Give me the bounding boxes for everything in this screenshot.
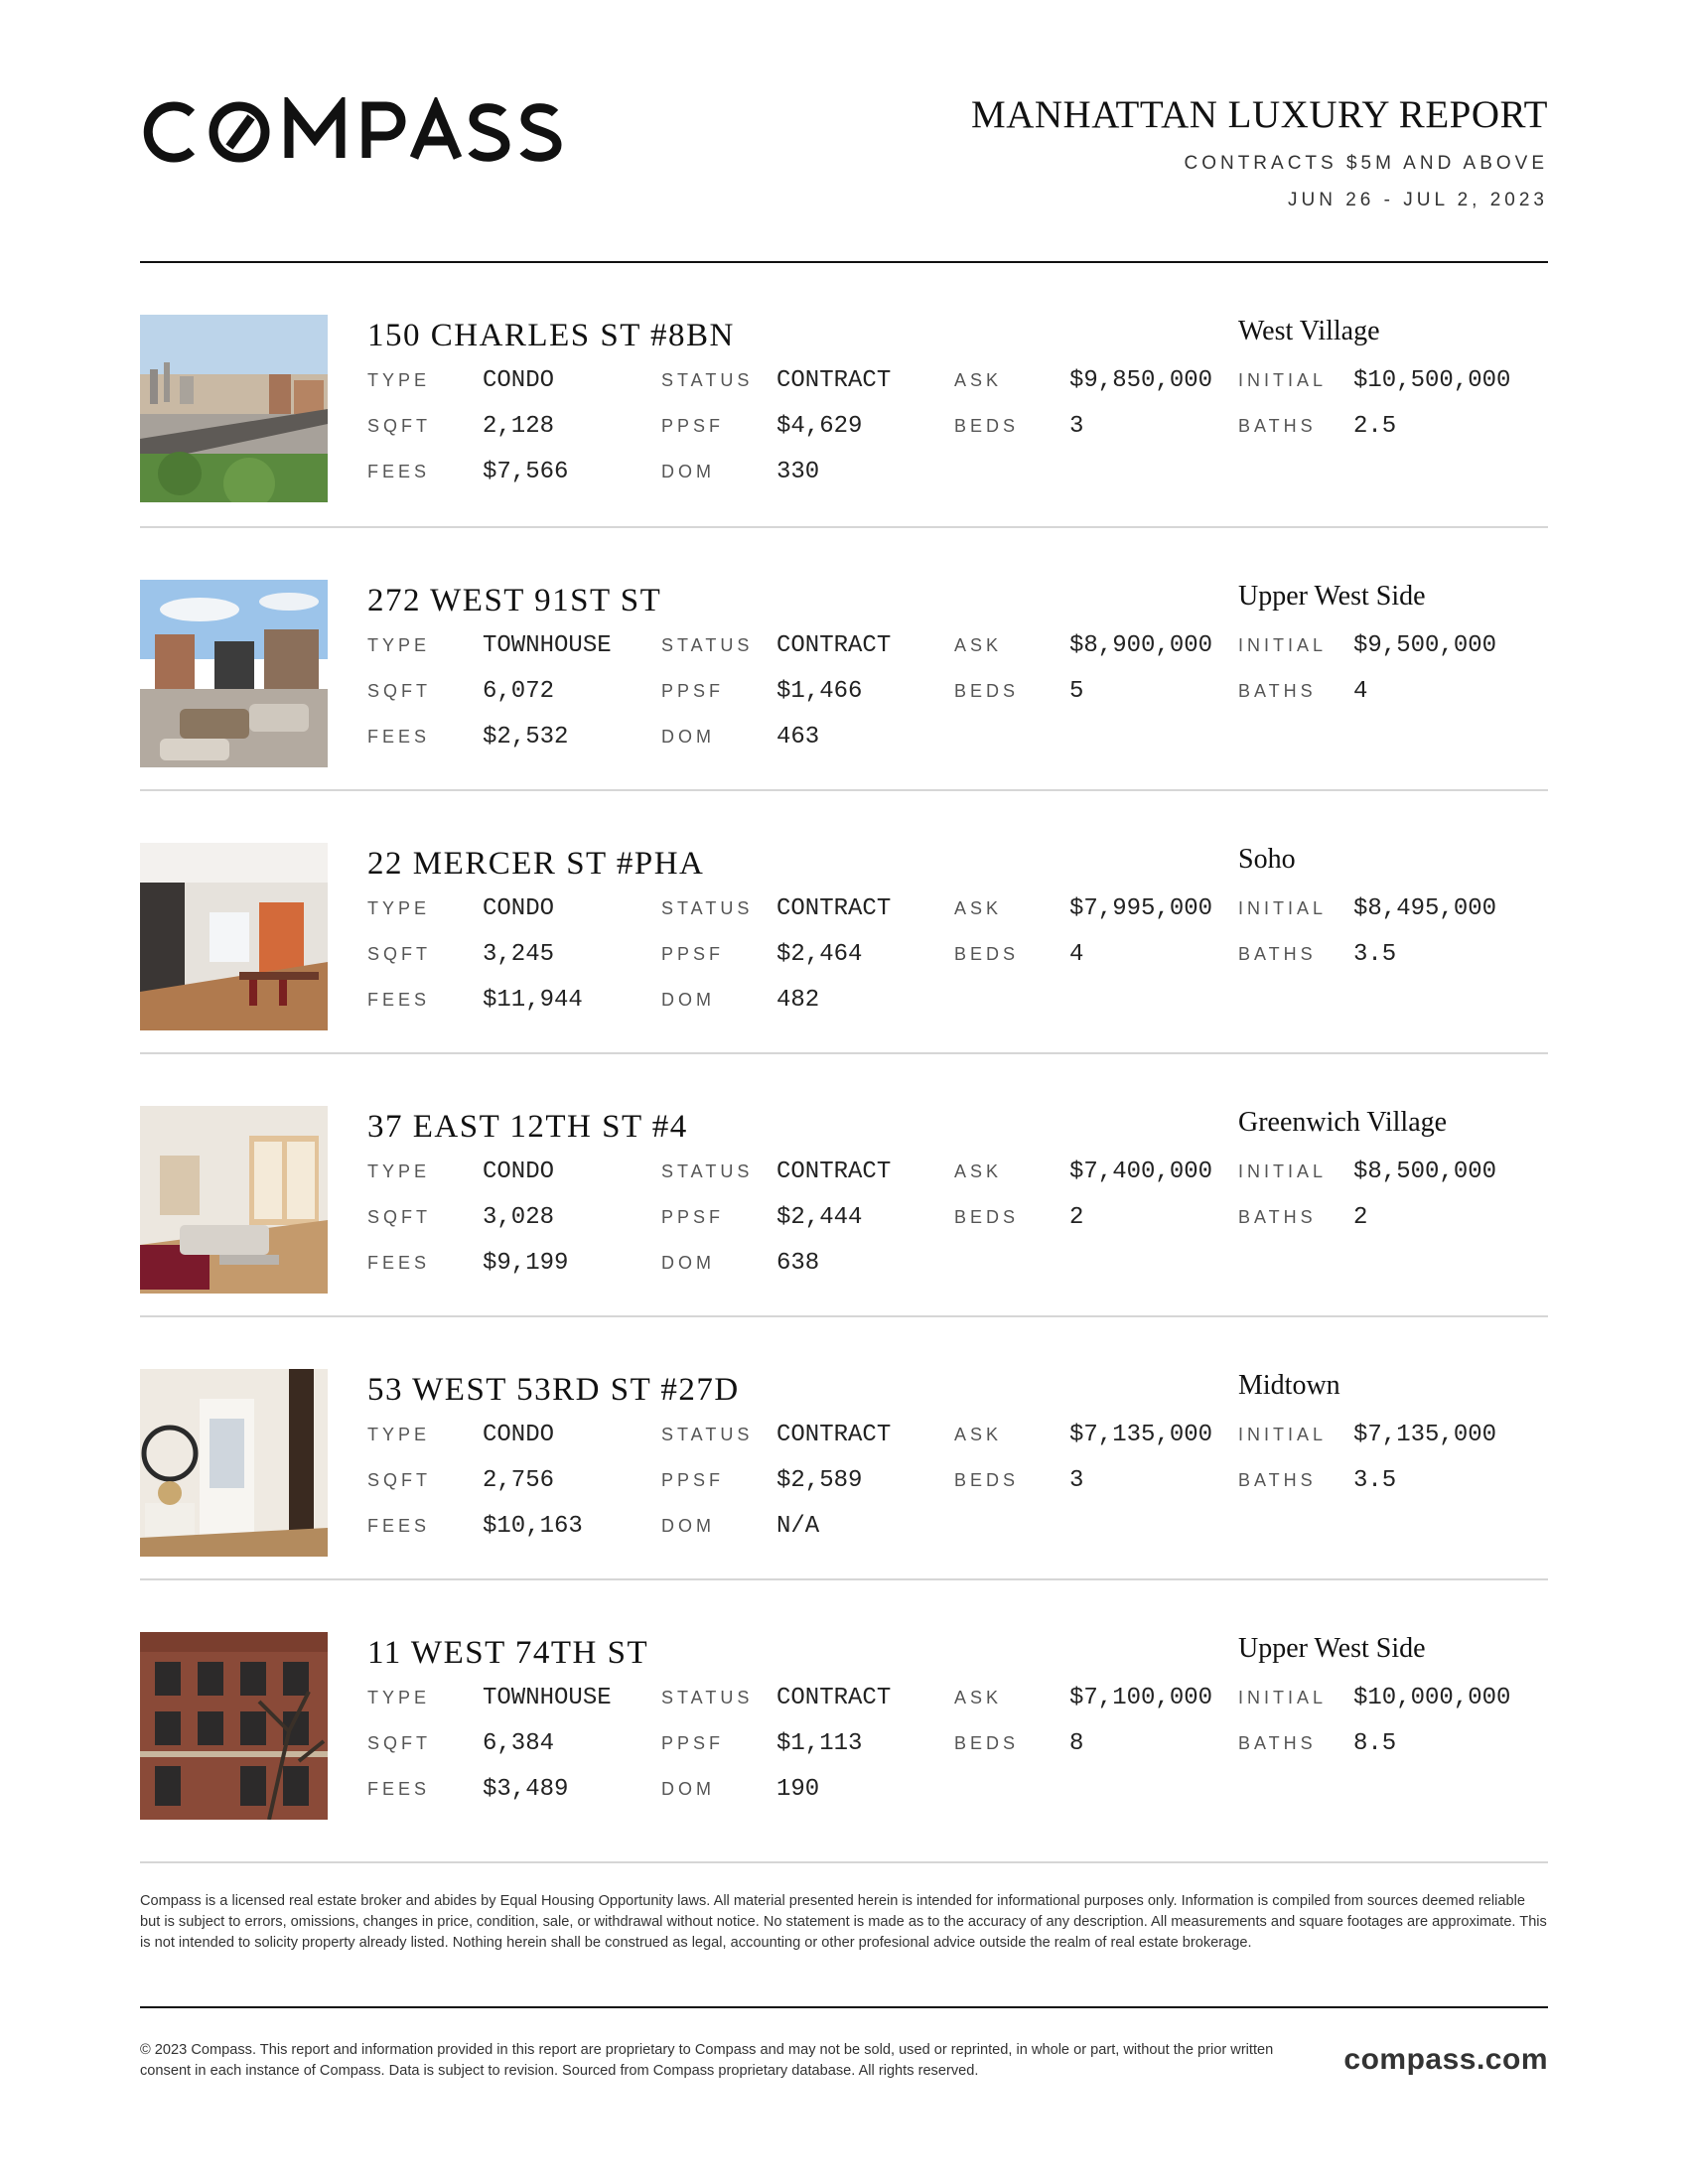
label-initial: INITIAL xyxy=(1238,898,1328,918)
value-ask: $7,100,000 xyxy=(1069,1685,1213,1711)
label-status: STATUS xyxy=(661,370,754,390)
value-fees: $7,566 xyxy=(483,459,569,485)
value-beds: 5 xyxy=(1069,678,1084,705)
label-baths: BATHS xyxy=(1238,1207,1317,1227)
label-ppsf: PPSF xyxy=(661,681,725,701)
label-sqft: SQFT xyxy=(367,1733,431,1753)
listing-photo[interactable] xyxy=(140,580,328,767)
listing-address[interactable]: 272 WEST 91ST ST xyxy=(367,583,662,618)
label-type: TYPE xyxy=(367,1161,431,1181)
label-type: TYPE xyxy=(367,1688,431,1707)
label-ask: ASK xyxy=(954,898,1003,918)
listing-row[interactable] xyxy=(140,1578,1548,1842)
value-sqft: 6,384 xyxy=(483,1730,555,1757)
copyright-text: © 2023 Compass. This report and information provided in this report are proprietary to Compass and may not be sold, used or reprinted, in whole or part, without the prior written consent in each instance of Compass. Data is subject to revision. Sourced from Compass proprietary database. All rights reserved. xyxy=(140,2042,1274,2079)
footer-divider xyxy=(140,2006,1548,2008)
value-ppsf: $1,113 xyxy=(776,1730,863,1757)
label-ask: ASK xyxy=(954,370,1003,390)
label-baths: BATHS xyxy=(1238,944,1317,964)
listing-neighborhood: Greenwich Village xyxy=(1238,1107,1448,1138)
listing-address[interactable]: 37 EAST 12TH ST #4 xyxy=(367,1109,688,1145)
label-ask: ASK xyxy=(954,1688,1003,1707)
label-initial: INITIAL xyxy=(1238,635,1328,655)
value-sqft: 2,128 xyxy=(483,413,555,440)
report-page xyxy=(140,0,1548,2184)
label-sqft: SQFT xyxy=(367,1470,431,1490)
listing-row[interactable] xyxy=(140,526,1548,789)
value-ppsf: $4,629 xyxy=(776,413,863,440)
listing-neighborhood: Midtown xyxy=(1238,1370,1340,1401)
value-type: TOWNHOUSE xyxy=(483,632,612,659)
label-dom: DOM xyxy=(661,1253,715,1273)
value-type: CONDO xyxy=(483,367,555,394)
label-beds: BEDS xyxy=(954,416,1020,436)
label-sqft: SQFT xyxy=(367,1207,431,1227)
listing-row[interactable] xyxy=(140,263,1548,526)
label-ask: ASK xyxy=(954,1425,1003,1444)
disclaimer-divider xyxy=(140,1861,1548,1863)
label-sqft: SQFT xyxy=(367,944,431,964)
value-status: CONTRACT xyxy=(776,1685,892,1711)
label-fees: FEES xyxy=(367,462,431,481)
value-baths: 3.5 xyxy=(1353,941,1397,968)
label-status: STATUS xyxy=(661,1161,754,1181)
listing-address[interactable]: 11 WEST 74TH ST xyxy=(367,1635,649,1671)
value-beds: 8 xyxy=(1069,1730,1084,1757)
label-beds: BEDS xyxy=(954,1207,1020,1227)
label-beds: BEDS xyxy=(954,944,1020,964)
value-initial: $8,495,000 xyxy=(1353,895,1497,922)
value-beds: 3 xyxy=(1069,1467,1084,1494)
listing-photo[interactable] xyxy=(140,1369,328,1557)
value-sqft: 3,245 xyxy=(483,941,555,968)
loft-interior-photo xyxy=(140,843,328,1030)
value-status: CONTRACT xyxy=(776,1159,892,1185)
website-link[interactable]: compass.com xyxy=(1343,2043,1548,2076)
listing-row[interactable] xyxy=(140,789,1548,1052)
label-initial: INITIAL xyxy=(1238,1161,1328,1181)
label-initial: INITIAL xyxy=(1238,370,1328,390)
value-status: CONTRACT xyxy=(776,367,892,394)
listing-row[interactable] xyxy=(140,1052,1548,1315)
label-ppsf: PPSF xyxy=(661,1470,725,1490)
label-status: STATUS xyxy=(661,1688,754,1707)
listings-list xyxy=(140,263,1548,1842)
compass-logo xyxy=(140,97,567,167)
value-fees: $11,944 xyxy=(483,987,583,1014)
value-sqft: 3,028 xyxy=(483,1204,555,1231)
living-room-photo xyxy=(140,1106,328,1294)
value-ppsf: $2,464 xyxy=(776,941,863,968)
value-dom: 330 xyxy=(776,459,820,485)
label-initial: INITIAL xyxy=(1238,1688,1328,1707)
brick-townhouse-facade-photo xyxy=(140,1632,328,1820)
label-type: TYPE xyxy=(367,370,431,390)
value-ask: $7,400,000 xyxy=(1069,1159,1213,1185)
listing-address[interactable]: 150 CHARLES ST #8BN xyxy=(367,318,735,353)
label-fees: FEES xyxy=(367,1516,431,1536)
label-ask: ASK xyxy=(954,635,1003,655)
value-dom: 482 xyxy=(776,987,820,1014)
value-status: CONTRACT xyxy=(776,1422,892,1448)
value-ask: $7,135,000 xyxy=(1069,1422,1213,1448)
roof-deck-photo xyxy=(140,580,328,767)
label-sqft: SQFT xyxy=(367,416,431,436)
report-header xyxy=(971,95,1548,209)
value-baths: 2.5 xyxy=(1353,413,1397,440)
value-ppsf: $1,466 xyxy=(776,678,863,705)
value-status: CONTRACT xyxy=(776,632,892,659)
label-type: TYPE xyxy=(367,1425,431,1444)
value-initial: $7,135,000 xyxy=(1353,1422,1497,1448)
label-dom: DOM xyxy=(661,1779,715,1799)
label-initial: INITIAL xyxy=(1238,1425,1328,1444)
value-beds: 2 xyxy=(1069,1204,1084,1231)
listing-photo[interactable] xyxy=(140,1632,328,1820)
value-baths: 2 xyxy=(1353,1204,1368,1231)
label-dom: DOM xyxy=(661,990,715,1010)
label-baths: BATHS xyxy=(1238,681,1317,701)
value-fees: $3,489 xyxy=(483,1776,569,1803)
value-type: CONDO xyxy=(483,895,555,922)
label-type: TYPE xyxy=(367,635,431,655)
foyer-photo xyxy=(140,1369,328,1557)
value-status: CONTRACT xyxy=(776,895,892,922)
listing-address[interactable]: 22 MERCER ST #PHA xyxy=(367,846,705,882)
listing-neighborhood: Upper West Side xyxy=(1238,581,1426,612)
value-fees: $10,163 xyxy=(483,1513,583,1540)
label-ask: ASK xyxy=(954,1161,1003,1181)
report-title: MANHATTAN LUXURY REPORT xyxy=(971,93,1548,136)
value-baths: 8.5 xyxy=(1353,1730,1397,1757)
label-ppsf: PPSF xyxy=(661,1207,725,1227)
rooftop-terrace-photo xyxy=(140,315,328,502)
value-ask: $7,995,000 xyxy=(1069,895,1213,922)
label-baths: BATHS xyxy=(1238,1733,1317,1753)
value-sqft: 6,072 xyxy=(483,678,555,705)
value-initial: $10,000,000 xyxy=(1353,1685,1511,1711)
value-initial: $10,500,000 xyxy=(1353,367,1511,394)
label-beds: BEDS xyxy=(954,1733,1020,1753)
label-fees: FEES xyxy=(367,990,431,1010)
value-baths: 3.5 xyxy=(1353,1467,1397,1494)
label-fees: FEES xyxy=(367,1253,431,1273)
label-fees: FEES xyxy=(367,1779,431,1799)
disclaimer-text: Compass is a licensed real estate broker and abides by Equal Housing Opportunity laws. All material presented herein is intended for informational purposes only. Information is compiled from sources deemed reliable but is subject to errors, omissions, changes in price, condition, sale, or withdrawal without notice. No statement is made as to the accuracy of any description. All measurements and square footages are approximate. This is not intended to solicity property already listed. Nothing herein shall be construed as legal, accounting or other profesional advice outside the realm of real estate brokerage. xyxy=(140,1893,1547,1951)
label-fees: FEES xyxy=(367,727,431,747)
listing-row[interactable] xyxy=(140,1315,1548,1578)
report-subtitle: CONTRACTS $5M AND ABOVE xyxy=(1184,153,1548,174)
label-beds: BEDS xyxy=(954,681,1020,701)
label-status: STATUS xyxy=(661,898,754,918)
label-ppsf: PPSF xyxy=(661,1733,725,1753)
label-sqft: SQFT xyxy=(367,681,431,701)
value-dom: 638 xyxy=(776,1250,820,1277)
label-dom: DOM xyxy=(661,1516,715,1536)
value-dom: 190 xyxy=(776,1776,820,1803)
value-beds: 3 xyxy=(1069,413,1084,440)
listing-neighborhood: Soho xyxy=(1238,844,1296,875)
report-date-range: JUN 26 - JUL 2, 2023 xyxy=(1288,190,1548,210)
value-ask: $8,900,000 xyxy=(1069,632,1213,659)
label-baths: BATHS xyxy=(1238,416,1317,436)
listing-neighborhood: Upper West Side xyxy=(1238,1633,1426,1664)
value-fees: $9,199 xyxy=(483,1250,569,1277)
value-initial: $9,500,000 xyxy=(1353,632,1497,659)
listing-neighborhood: West Village xyxy=(1238,316,1380,346)
value-initial: $8,500,000 xyxy=(1353,1159,1497,1185)
value-type: TOWNHOUSE xyxy=(483,1685,612,1711)
value-type: CONDO xyxy=(483,1422,555,1448)
value-beds: 4 xyxy=(1069,941,1084,968)
value-ppsf: $2,444 xyxy=(776,1204,863,1231)
value-dom: 463 xyxy=(776,724,820,751)
listing-photo[interactable] xyxy=(140,843,328,1030)
label-dom: DOM xyxy=(661,727,715,747)
listing-photo[interactable] xyxy=(140,1106,328,1294)
label-baths: BATHS xyxy=(1238,1470,1317,1490)
listing-photo[interactable] xyxy=(140,315,328,502)
value-dom: N/A xyxy=(776,1513,820,1540)
label-status: STATUS xyxy=(661,1425,754,1444)
value-sqft: 2,756 xyxy=(483,1467,555,1494)
label-ppsf: PPSF xyxy=(661,944,725,964)
value-ppsf: $2,589 xyxy=(776,1467,863,1494)
value-baths: 4 xyxy=(1353,678,1368,705)
value-type: CONDO xyxy=(483,1159,555,1185)
value-ask: $9,850,000 xyxy=(1069,367,1213,394)
label-ppsf: PPSF xyxy=(661,416,725,436)
label-type: TYPE xyxy=(367,898,431,918)
value-fees: $2,532 xyxy=(483,724,569,751)
label-dom: DOM xyxy=(661,462,715,481)
listing-address[interactable]: 53 WEST 53RD ST #27D xyxy=(367,1372,740,1408)
label-beds: BEDS xyxy=(954,1470,1020,1490)
label-status: STATUS xyxy=(661,635,754,655)
